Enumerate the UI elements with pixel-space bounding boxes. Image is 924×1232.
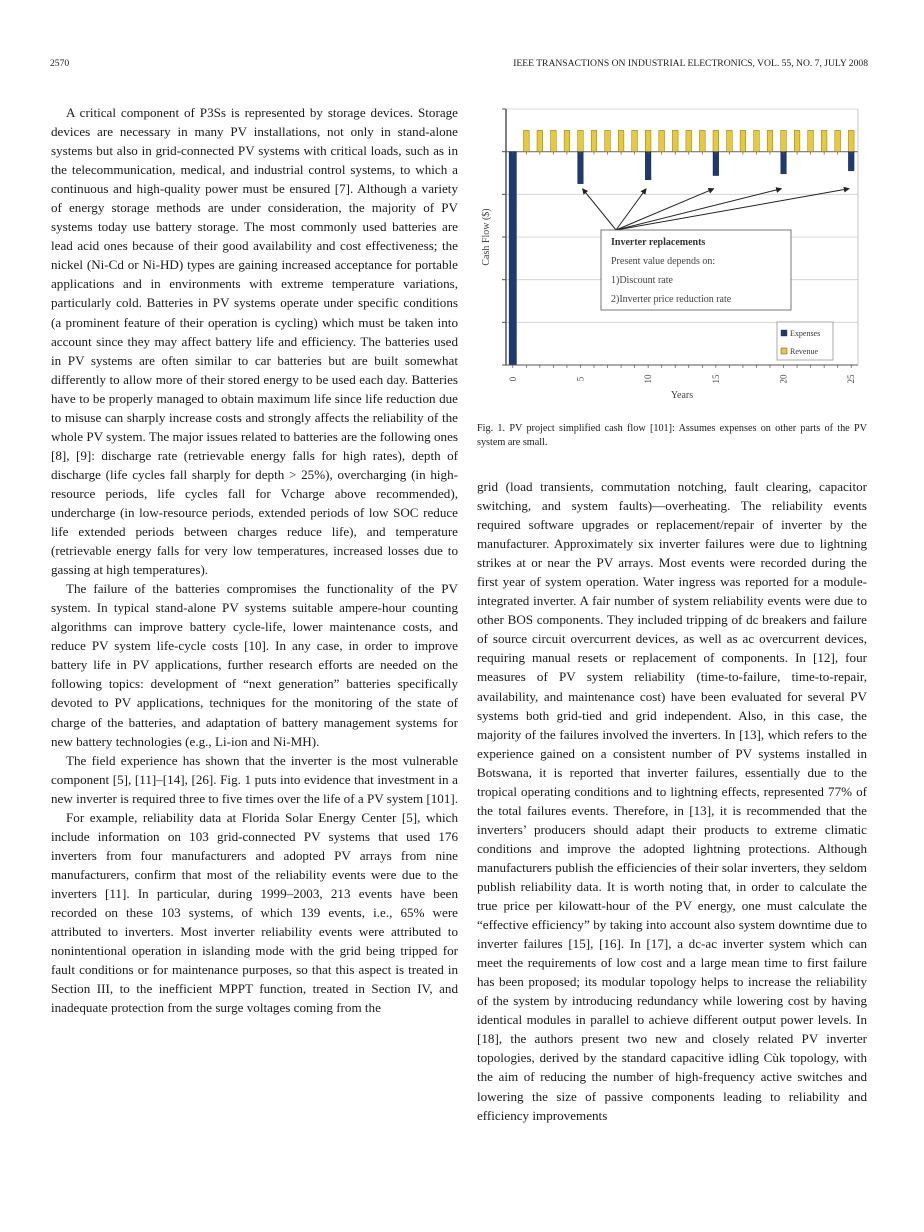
revenue-bar	[713, 130, 719, 151]
left-column	[51, 103, 458, 1017]
revenue-bar	[564, 130, 570, 151]
annotation-line: 1)Discount rate	[611, 275, 673, 286]
revenue-bar	[672, 130, 678, 151]
paragraph: grid (load transients, commutation notching, fault clearing, capacitor switching, and system faults)—overheating. The reliability events required software upgrades or replacement/repair of inverter by the manufacturer. Approximately six inverter failures were due to lightning strikes at or near the PV arrays. Most events were recorded during the first year of system operation. Water ingress was reported for a module-integrated inverter. A fair number of system reliability events were due to other BOS components. They included tripping of dc breakers and failure of source circuit overcurrent devices, as well as ac overcurrent devices, requiring manual resets or replacement of components. In [12], four measures of PV system reliability (time-to-failure, time-to-repair, availability, and maintenance cost) have been evaluated for several PV systems both grid-tied and grid independent. Also, in this case, the majority of the failures involved the inverters. In [13], which refers to the experience gained on a consistent number of PV systems installed in Botswana, it is reported that inverter failures, essentially due to the tropical operating conditions and to lightning effects, represented 77% of the total failures events. Therefore, in [13], it is recommended that the inverters’ producers should adapt their products to extreme climatic conditions and improve the adopted lightning protections. Although manufacturers publish the efficiencies of their solar inverters, they seldom publish reliability data. It is worth noting that, in order to calculate the true price per kilowatt-hour of the PV energy, one must calculate the “effective efficiency” by taking into account also system downtime due to inverter failures [15], [16]. In [17], a dc-ac inverter system which can meet the requirements of low cost and a large mean time to first failure has been proposed; its modular topology helps to increase the reliability of the system by introducing redundancy while lowering cost by having identical modules in parallel to achieve different output power levels. In [18], the authors present two new and closely related PV inverter topologies, derived by the standard capacitive idling Cùk topology, with the aim of reducing the number of high-frequency active switches and lowering the size of passive components leading to reliability and efficiency improvements	[477, 479, 867, 1123]
revenue-bar	[578, 130, 584, 151]
revenue-bar	[835, 130, 841, 151]
expense-bar	[509, 152, 516, 365]
revenue-bar	[727, 130, 733, 151]
revenue-bar	[537, 130, 543, 151]
revenue-bar	[848, 130, 854, 151]
figure-1	[478, 100, 868, 405]
revenue-bar	[794, 130, 800, 151]
revenue-bar	[632, 130, 638, 151]
x-tick-label: 15	[710, 374, 721, 384]
paragraph: For example, reliability data at Florida Solar Energy Center [5], which include information on 103 grid-connected PV systems that used 176 inverters from four manufacturers and adopted PV arrays from nine manufacturers, confirm that most of the reliability events were due to the inverters [11]. In particular, during 1999–2003, 213 events have been recorded on these 103 systems, of which 139 events, i.e., 65% were attributed to inverters. Most inverter reliability events were attributed to nonintentional operation in islanding mode with the grid being tripped for fault conditions or for maintenance purposes, so that this aspect is treated in Section III, to the inefficient MPPT function, treated in Section IV, and inadequate protection from the surge voltages coming from the	[51, 809, 458, 1016]
expense-bar	[578, 152, 584, 184]
revenue-bar	[605, 130, 611, 151]
legend-swatch-expenses	[781, 330, 787, 336]
page-number: 2570	[50, 58, 70, 69]
annotation-title: Inverter replacements	[611, 237, 706, 248]
revenue-bar	[659, 130, 665, 151]
revenue-bar	[821, 130, 827, 151]
revenue-bar	[618, 130, 624, 151]
annotation-box	[601, 230, 791, 310]
expense-bar	[781, 152, 787, 174]
revenue-bar	[740, 130, 746, 151]
x-tick-label: 25	[846, 374, 857, 384]
x-tick-label: 5	[575, 376, 586, 382]
revenue-bar	[523, 130, 529, 151]
revenue-bar	[754, 130, 760, 151]
paragraph: The failure of the batteries compromises the functionality of the PV system. In typical stand-alone PV systems suitable ampere-hour counting algorithms can improve battery cycle-life, lower maintenance costs, and reduce PV system life-cycle costs [10]. In any case, in order to improve battery life in PV applications, further research efforts are needed on the following topics: development of “next generation” batteries specifically devoted to PV applications, techniques for the monitoring of the state of charge of the batteries, and adaptation of battery management systems for new battery technologies (e.g., Li-ion and Ni-MH).	[51, 581, 458, 749]
revenue-bar	[699, 130, 705, 151]
revenue-bar	[686, 130, 692, 151]
running-header	[50, 58, 868, 72]
annotation-line: Present value depends on:	[611, 256, 716, 267]
y-axis-label: Cash Flow ($)	[481, 208, 492, 266]
x-tick-label: 0	[507, 376, 518, 382]
revenue-bar	[808, 130, 814, 151]
expense-bar	[713, 152, 719, 176]
figure-caption: Fig. 1. PV project simplified cash flow [101]: Assumes expenses on other parts of the PV system are small.	[477, 423, 867, 448]
x-tick-label: 10	[643, 374, 654, 384]
annotation-arrow	[616, 189, 849, 230]
legend-swatch-revenue	[781, 348, 787, 354]
revenue-bar	[767, 130, 773, 151]
legend-label-expenses: Expenses	[790, 329, 821, 338]
revenue-bar	[781, 130, 787, 151]
revenue-bar	[645, 130, 651, 151]
x-axis-label: Years	[670, 390, 694, 401]
x-tick-label: 20	[778, 374, 789, 384]
expense-bar	[645, 152, 651, 180]
paragraph: The field experience has shown that the inverter is the most vulnerable component [5], [11]–[14], [26]. Fig. 1 puts into evidence that investment in a new inverter is required three to five times over the life of a PV system [101].	[51, 752, 458, 806]
annotation-arrow	[582, 189, 616, 230]
revenue-bar	[591, 130, 597, 151]
legend-label-revenue: Revenue	[790, 347, 818, 356]
paragraph: A critical component of P3Ss is represented by storage devices. Storage devices are necessary in many PV installations, not only in stand-alone systems but also in grid-connected PV systems with critical loads, such as in the telecommunication, medical, and industrial control systems, to which a continuous and high-quality power must be ensured [7]. Although a variety of energy storage methods are under consideration, the majority of PV systems today use battery storage. The most commonly used batteries are lead acid ones because of their good availability and cost effectiveness; the nickel (Ni-Cd or Ni-HD) types are gaining increased acceptance for portable applications and in environments with extreme temperature variations, particularly cold. Batteries in PV systems operate under specific conditions (a prominent feature of their operation is cycling) which must be taken into account since they may affect battery life and efficiency. The batteries used in PV systems are often similar to car batteries but are built somewhat differently to allow more of their stored energy to be used each day. Batteries have to be properly managed to obtain maximum life since life reduction due to misuse can sharply increase costs and strongly affects the reliability of the whole PV system. The major issues related to batteries are the following ones [8], [9]: discharge rate (retrievable energy falls for high rates), depth of discharge (life cycles fall sharply for depth > 25%), overcharging (in high-resource periods, life cycles fall for Vcharge above recommended), undercharge (in low-resource periods, extended periods of low SOC reduce life extended periods between charges reduce life), and temperature (retrievable energy falls for very low temperatures, increased losses due to gassing at high temperatures).	[51, 105, 458, 578]
journal-title: IEEE TRANSACTIONS ON INDUSTRIAL ELECTRONICS, VOL. 55, NO. 7, JULY 2008	[513, 58, 868, 69]
revenue-bar	[551, 130, 557, 151]
right-column	[477, 477, 867, 1125]
legend	[777, 322, 833, 360]
annotation-line: 2)Inverter price reduction rate	[611, 294, 732, 305]
cash-flow-chart	[478, 100, 868, 405]
